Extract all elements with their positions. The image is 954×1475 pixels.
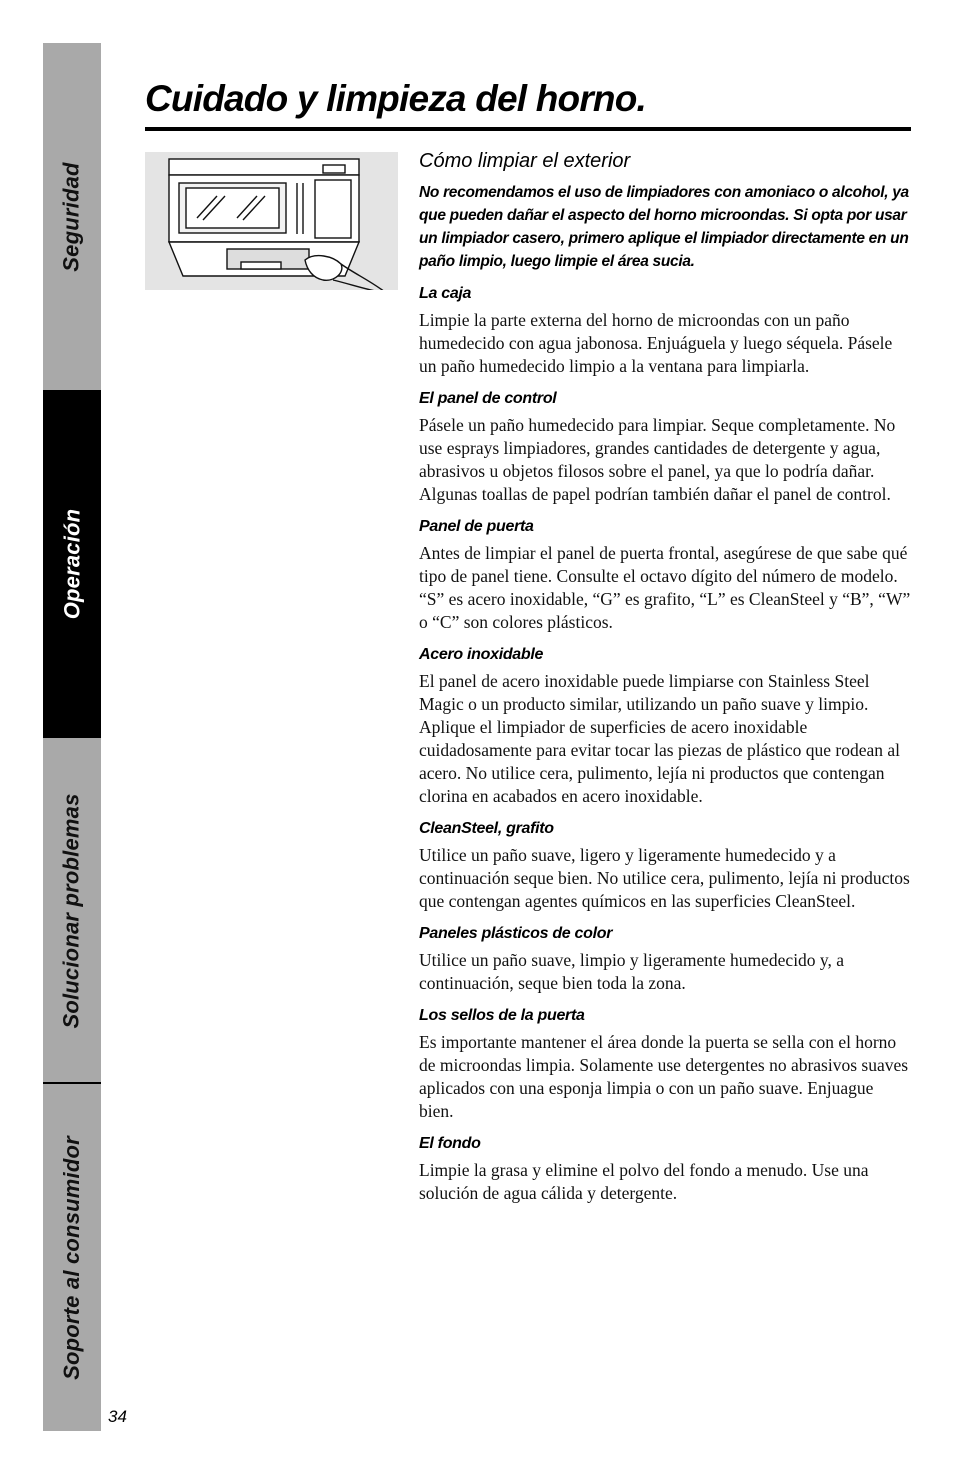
- subsection-title: Panel de puerta: [419, 518, 534, 535]
- subsection-body: Limpie la parte externa del horno de microondas con un paño humedecido con agua jabonosa. Enjuáguela y luego séquela. Pásele un paño humedecido limpio a la ventana para limpiarla.: [419, 310, 893, 376]
- tab-operacion[interactable]: [43, 390, 101, 738]
- subsection-title: Los sellos de la puerta: [419, 1007, 585, 1024]
- subsection-title: Paneles plásticos de color: [419, 925, 613, 942]
- tab-solucionar-problemas[interactable]: [43, 738, 101, 1083]
- subsection-title: El panel de control: [419, 390, 557, 407]
- subsection-title: La caja: [419, 285, 472, 302]
- tab-soporte-al-consumidor-label: Soporte al consumidor: [59, 1135, 85, 1380]
- section-intro: No recomendamos el uso de limpiadores con amoniaco o alcohol, ya que pueden dañar el aspecto del horno microondas. Si opta por usar un limpiador casero, primero aplique el limpiador directamente en un paño limpio, luego limpie el área sucia.: [419, 184, 909, 270]
- subsection-body: Limpie la grasa y elimine el polvo del fondo a menudo. Use una solución de agua cálida y detergente.: [419, 1160, 869, 1203]
- subsection-title: CleanSteel, grafito: [419, 820, 554, 837]
- tab-operacion-label: Operación: [59, 508, 85, 620]
- title-rule: [145, 127, 911, 131]
- tab-seguridad[interactable]: [43, 43, 101, 390]
- subsection-body: Pásele un paño humedecido para limpiar. Seque completamente. No use esprays limpiadores, grandes cantidades de detergente y agua, abrasivos u objetos filosos sobre el panel, ya que lo podría dañar. Algunas toallas de papel podrían también dañar el panel de control.: [419, 415, 896, 504]
- subsection-title: El fondo: [419, 1135, 481, 1152]
- subsection-body: Utilice un paño suave, ligero y ligeramente humedecido y a continuación seque bien. No utilice cera, pulimento, lejía ni productos que contengan agentes químicos en las superficies CleanSteel.: [419, 845, 910, 911]
- subsection-title: Acero inoxidable: [419, 646, 544, 663]
- microwave-cleaning-illustration: [145, 152, 398, 290]
- cleaning-exterior-section: [419, 150, 911, 1217]
- tab-soporte-al-consumidor[interactable]: [43, 1084, 101, 1431]
- tab-solucionar-problemas-label: Solucionar problemas: [59, 792, 84, 1029]
- subsection-body: Antes de limpiar el panel de puerta frontal, asegúrese de que sabe qué tipo de panel tiene. Consulte el octavo dígito del número de modelo. “S” es acero inoxidable, “G” es grafito, “L” es CleanSteel y “B”, “W” o “C” son colores plásticos.: [419, 543, 911, 632]
- tab-seguridad-label: Seguridad: [59, 161, 84, 272]
- subsection-body: Es importante mantener el área donde la puerta se sella con el horno de microondas limpia. Solamente use detergentes no abrasivos suaves aplicados con una esponja limpia o con un paño suave. Enjuague bien.: [419, 1032, 909, 1121]
- subsection-body: El panel de acero inoxidable puede limpiarse con Stainless Steel Magic o un producto similar, utilizando un paño suave y limpio. Aplique el limpiador de superficies de acero inoxidable cuidadosamente para evitar tocar las piezas de plástico que rodean al acero. No utilice cera, pulimento, lejía ni productos que contengan clorina en acabados en acero inoxidable.: [419, 671, 901, 806]
- sidebar-tabs: [43, 43, 101, 1431]
- page-number: 34: [108, 1407, 127, 1426]
- section-heading: Cómo limpiar el exterior: [419, 150, 631, 172]
- subsection-body: Utilice un paño suave, limpio y ligeramente humedecido y, a continuación, seque bien toda la zona.: [419, 950, 845, 993]
- page-title: Cuidado y limpieza del horno.: [145, 78, 647, 119]
